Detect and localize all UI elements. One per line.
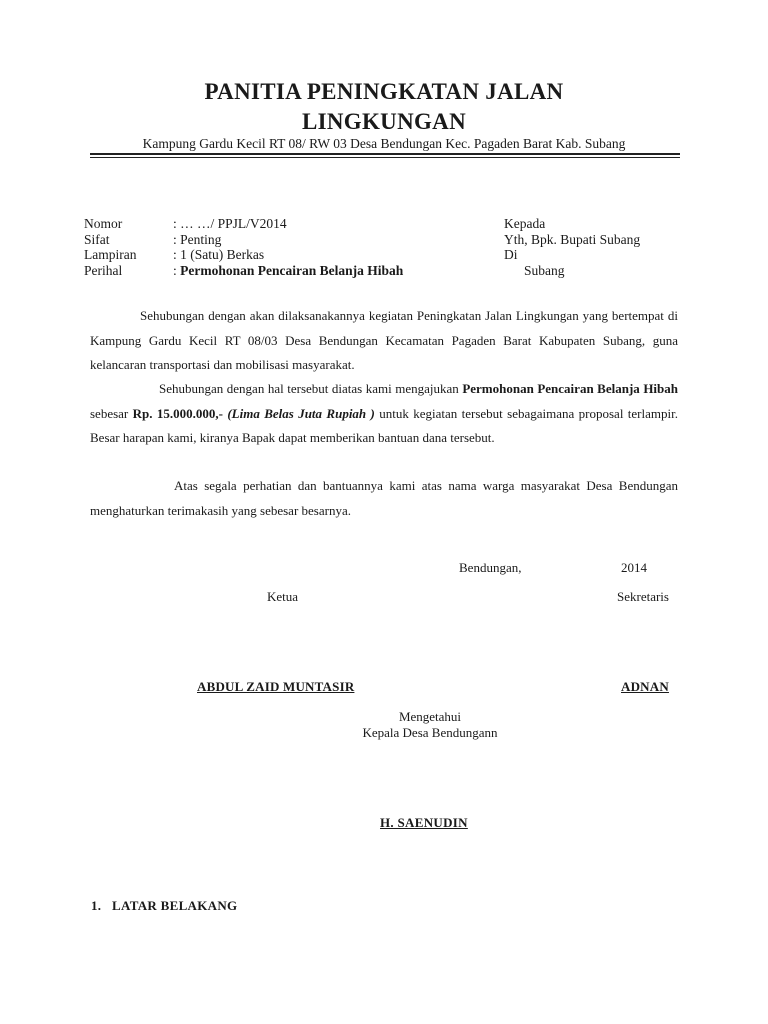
closing-place: Bendungan, [459, 560, 522, 575]
meta-value-nomor: : … …/ PPJL/V2014 [173, 216, 287, 231]
acknowledgement-block [0, 709, 768, 741]
meta-perihal-subject: Permohonan Pencairan Belanja Hibah [180, 262, 404, 278]
letterhead-title-line2: LINGKUNGAN [301, 109, 466, 134]
body-paragraph-1: Sehubungan dengan akan dilaksanakannya kegiatan Peningkatan Jalan Lingkungan yang bertempat di Kampung Gardu Kecil RT 08/03 Desa Bendungan Kecamatan Pagaden Barat Kabupaten Subang, guna kelancaran transportasi dan mobilisasi masyarakat. [90, 308, 678, 372]
acknowledgement-label: Mengetahui [398, 709, 462, 724]
meta-row-lampiran [84, 247, 403, 263]
section-heading-latar-belakang: 1. LATAR BELAKANG [91, 898, 238, 913]
body-paragraph-2 [90, 377, 678, 451]
p2-text-c: sebesar [90, 405, 133, 421]
closing-year: 2014 [621, 560, 647, 575]
letterhead-rule-thick [90, 153, 680, 155]
p2-request-title: Permohonan Pencairan Belanja Hibah [462, 381, 678, 396]
recipient-line-city: Subang [524, 262, 565, 278]
signatory-ketua-name: ABDUL ZAID MUNTASIR [197, 679, 355, 694]
body-paragraph-3: Atas segala perhatian dan bantuannya kami atas nama warga masyarakat Desa Bendungan menghaturkan terimakasih yang sebesar besarnya. [90, 478, 678, 518]
meta-row-perihal [84, 263, 403, 279]
village-head-name: H. SAENUDIN [380, 815, 468, 830]
signatory-sekretaris-label: Sekretaris [617, 589, 669, 604]
p2-amount-words: (Lima Belas Juta Rupiah ) [227, 405, 375, 421]
meta-label-lampiran: Lampiran [84, 247, 137, 262]
p2-text-g: untuk kegiatan tersebut sebagaimana proposal terlampir. Besar harapan kami, kiranya Bapak dapat memberikan bantuan dana tersebut. [90, 405, 678, 445]
meta-value-lampiran: : 1 (Satu) Berkas [173, 247, 265, 262]
meta-row-nomor [84, 216, 403, 232]
village-head-title: Kepala Desa Bendungann [362, 725, 498, 740]
recipient-line-addressee: Yth, Bpk. Bupati Subang [504, 231, 641, 247]
meta-perihal-colon: : [173, 262, 181, 278]
meta-label-sifat: Sifat [84, 231, 110, 247]
letterhead-rule-thin [90, 157, 680, 158]
meta-label-nomor: Nomor [84, 216, 123, 231]
meta-row-sifat [84, 232, 403, 248]
p2-text-a: Sehubungan dengan hal tersebut diatas kami mengajukan [159, 381, 463, 396]
recipient-line-di: Di [504, 247, 518, 262]
signatory-sekretaris-name: ADNAN [621, 679, 669, 694]
p2-amount: Rp. 15.000.000,- [132, 405, 223, 421]
recipient-line-kepada: Kepada [504, 216, 546, 231]
letterhead-title-line1: PANITIA PENINGKATAN JALAN [204, 79, 564, 104]
letter-meta-block [84, 216, 403, 278]
recipient-block [504, 216, 640, 278]
meta-label-perihal: Perihal [84, 262, 123, 278]
letterhead-address: Kampung Gardu Kecil RT 08/ RW 03 Desa Bendungan Kec. Pagaden Barat Kab. Subang [142, 136, 626, 151]
meta-value-sifat: : Penting [173, 231, 222, 247]
meta-value-perihal [173, 263, 403, 279]
signatory-ketua-label: Ketua [267, 589, 299, 604]
